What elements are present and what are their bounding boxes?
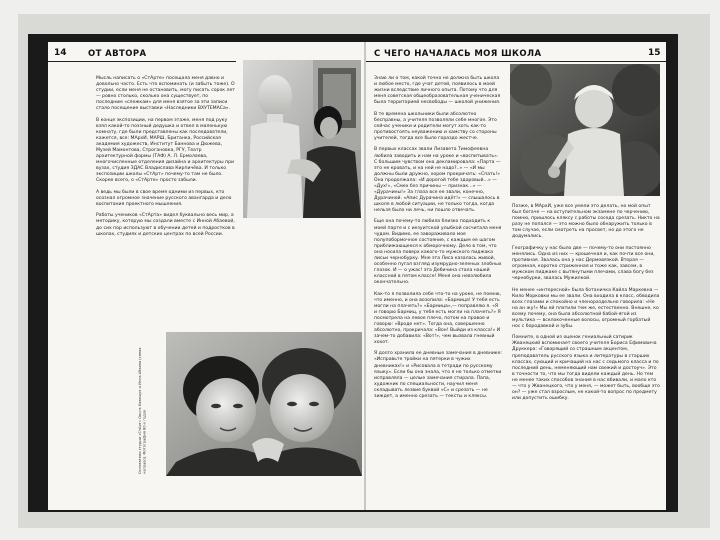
- paragraph: Позже, в МАрхИ, уже все умели это делать, но мой опыт был богаче — на вступительном экзамене по черчению, помню, пришлось кляксу с работы соседа срезать. Никто на разу не попался — это можно было обнаружить только в том случае, если смотреть на просвет, но до этого не додумались.: [512, 204, 660, 240]
- left-text-column: [96, 76, 236, 243]
- paragraph: А ведь мы были в свое время одними из первых, кто осознал огромное значение русского авангарда и дело воспитания проектного мышления.: [96, 189, 232, 207]
- left-heading-rule: [48, 61, 236, 62]
- paragraph: Как-то я позволила себе что-то на уроке, не помню, что именно, и она возопила: «Бармица! У тебя есть могли на плачеть?» «Бармица»,— поправляю я. «Я и говорю Бармиц, у тебя есть могли на плачеть?» Я посмотрела на левое плечо, потом на правое и говорю: «Вроде нет». Тогда она, совершенно абсолютно, прокричала: «Вон! Выйди из класса!» И зачем-то добавила: «Вот!», чем вызвала гневный хохот.: [374, 291, 502, 345]
- right-page-heading: С ЧЕГО НАЧАЛАСЬ МОЯ ШКОЛА: [374, 49, 542, 59]
- photo-caption: Основатели студии «СтАрт» Ольга Кавешук и Инна Абаева (слева направо). Фотография 80-х годов: [138, 347, 147, 474]
- right-heading-rule: [366, 61, 666, 62]
- left-page-number: 14: [54, 48, 67, 58]
- photo-mannequin: [243, 60, 361, 218]
- paragraph: В конце экспозиции, на первом этаже, меня под руку взял какой-то поэзный дедушка и отвел в маленькую комнату, где были представлены как последователи, кажется, все: МАрхИ, МАРШ, Британка, Российская академия художеств, Институт Баннова и Дюжева, Музей Мамонтова, Строгановка, РГУ, Театр архитектурной формы (ТАФ) А. Л. Ермолаева, многочисленные отделения дизайна и архитектуры при вузах, студия ЗДАС Владислава Кирпичёва. И только экспозиции школы «СтАрт» почему-то там не было. Скорее всего, о «СтАрте» просто забыли.: [96, 117, 235, 184]
- paragraph: Географичку у нас было две — почему-то они постоянно менялись. Одна из них — крошечная и, как почти все они, противная. Звалась она у нас Дермовязкой. Вторая — огромная, коротко стриженная и тоже как, завсем, в мужском пиджаке с вытянутыми плечами, слава богу без чернобурки, звалась Мужилкой.: [512, 245, 655, 282]
- paragraph: Я долго хранила ее дневные замечания в дневнике: «Исправьте тройки на пятерки в чужих дневниках!» и «Рисовала в тетради по русскому языку». Если бы она знала, что я не только отметки исправляла — целые замечания стирала. Папа, художник по специальности, научил меня складывать лезвие буквой «С» и срезать — не зиждет, а именно срезать — тексты и кляксы.: [374, 351, 502, 399]
- left-page: [48, 42, 364, 510]
- right-text-column: [512, 204, 660, 407]
- center-text-column: [374, 76, 502, 405]
- right-page: [366, 42, 666, 510]
- photo-girl-childhood: [510, 64, 660, 196]
- paragraph: Мысль написать о «СтАрте» посещала меня давно и довольно часто. Есть что вспоминать (и забыть тоже). О студии, если меня не остановить, могу писать сорок лет — ровно столько, сколько она существует, по последним «слежкам» для меня взятое за эти записи стало посещение выставки «Наследники ВХУТЕМАСа».: [96, 76, 235, 112]
- right-page-number: 15: [648, 48, 661, 58]
- paragraph: В те времена школьники были абсолютно бесправны, а учителя позволяли себе многое. Это сейчас ученики и родители могут хоть как-то противостоять неуважению и хамству со стороны учителей, тогда все было гораздо жестче.: [374, 111, 497, 141]
- left-page-heading: ОТ АВТОРА: [88, 49, 147, 59]
- paragraph: Еще она почему-то любила близко подходить к моей парте и с иезуитской улыбкой сосчитала меня чудом. Видимо, ее завораживало мое полупобормочное состояние, с каждым ее шагом приближающееся к обморочному. Дело в том, что она носила поверх какого-то мужского пиджака лисьи чернобурку. Мне эта Лиса казалась живой, особенно пугал взгляд изумрудно-зеленых злобных глазок. И — о ужас! эта Дебичина стала нашей классной в пятом классе! Меня она невзлюбила окончательно.: [374, 219, 502, 285]
- photo-two-women: [166, 332, 362, 476]
- paragraph: Знаю ли о том, какой точно не должна быть школа и любое место, где учат детей, появилось в моей жизни вследствие личного опыта. Потому что для меня советская общеобразовательная ученическая была территорией несвободы — школой унижения.: [374, 76, 501, 106]
- paragraph: Не менее «интересной» была ботаничка Кайла Маркевна — Кило Морковки мы ее звали. Она входила в класс, обводила всех глазами и спокойно и членораздельно говорила: «Не на ан жу!» Мы ей платили тем же, естественно. Внешне, ко всему почему, она была абсолютной бабой-ягой из мультика — всклокоченные волосы, огромный горбатый нос с бородавкой и зубы.: [512, 287, 660, 329]
- paragraph: Помните, в одной из оценок гениальный сатирик Жванецкий вспоминает своего учителя Бориса Ефимовича Друккера: «Говорящий со страшным акцентом, преподаватель русского языка и литературы в старших классах, сующий и кричащий на нас с седьмого класса и по последний день, неменяющий нам свежий и достоуч». Это в точности то, что мы тогда видели каждый день. Но тем не менее таких способов знания в нас вбивали, и мало кто — что у Жванецкого, что у меня, — может быть, вообще это он? — уже стал взрослым, не какой-то вопрос по предмету или допустить ошибку.: [512, 335, 660, 401]
- paragraph: В первых классах звали Лизавета Тимофеевна любила заводить и нам на уроке и «воспитывать». С большим чувством она декламировала: «Парта — это не кровать, и на ней не надо?..» — «И мы должны были дружно, хором прокричать: «Спать!» Она продолжала: «И дорогой тебе здоровый…» — «Дух!», «Смех без причины — признак…» — «Дурачины!» За глаза все ее звали, конечно, Дурачиной. «Апис Дурачина идёт!» — слышалось в школе в любой ситуации, не только тогда, когда нельзя было ни лечь, ни пошло отвечать.: [374, 147, 501, 213]
- paragraph: Работы учеников «СтАрта» видел буквально весь мир, а методику, которую мы создали вместе с Инной Абаевой, до сих пор используют в обучении детей и подростков в школах, студиях и детских центрах по всей России.: [96, 213, 235, 237]
